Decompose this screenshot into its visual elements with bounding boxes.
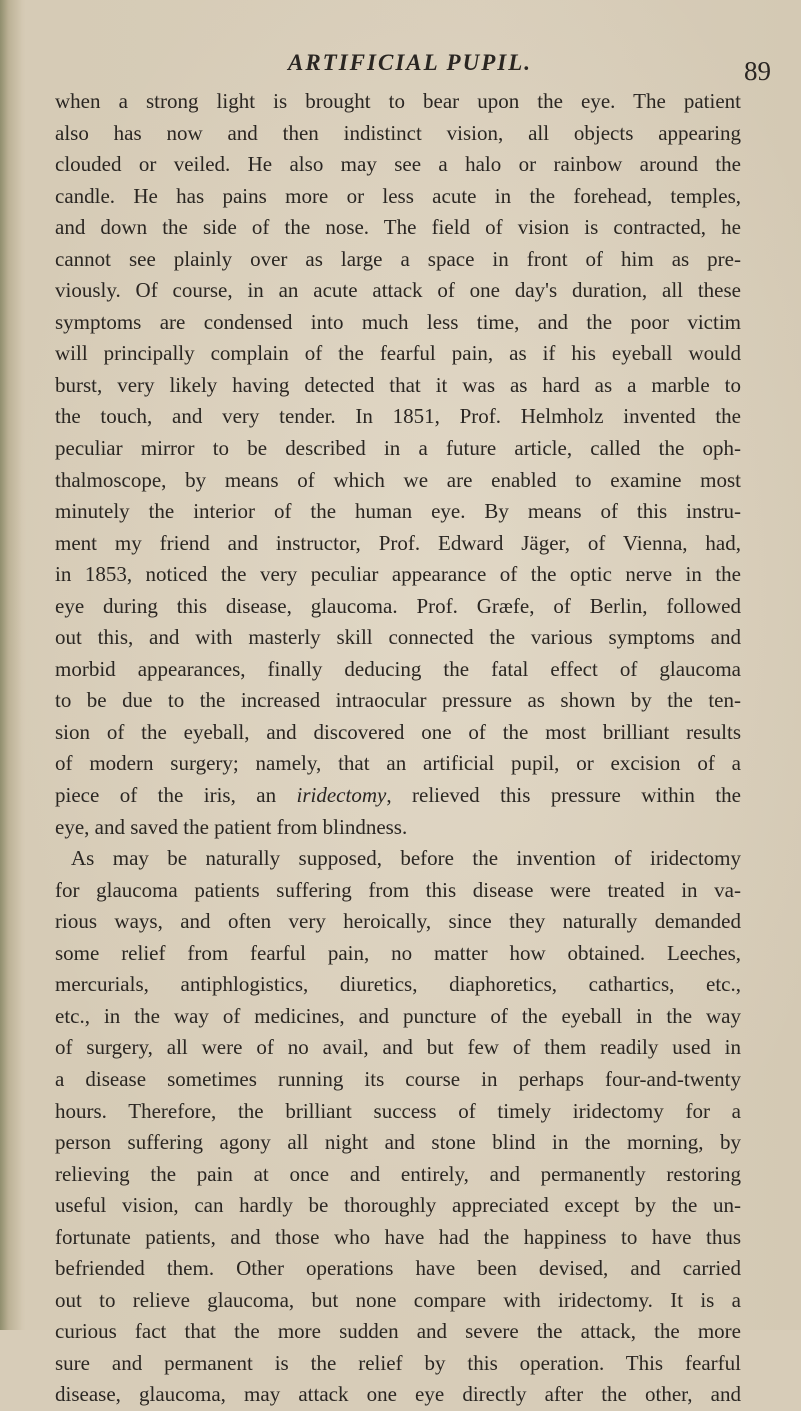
text-line: symptoms are condensed into much less time, and the poor victim — [55, 309, 741, 334]
text-line: when a strong light is brought to bear upon the eye. The patient — [55, 89, 741, 113]
text-line: etc., in the way of medicines, and puncture of the eyeball in the way — [55, 1003, 741, 1028]
text-line: peculiar mirror to be described in a future article, called the oph- — [55, 436, 741, 461]
italic-term-iridectomy: iridectomy — [296, 783, 387, 808]
text-line: disease, glaucoma, may attack one eye directly after the other, and — [55, 1382, 741, 1407]
text-line: fortunate patients, and those who have had the happiness to have thus — [55, 1224, 741, 1249]
text-line: minutely the interior of the human eye. By means of this instru- — [55, 499, 741, 524]
text-line: sure and permanent is the relief by this operation. This fearful — [55, 1350, 741, 1375]
text-line-with-italic — [55, 780, 741, 812]
text-line: hours. Therefore, the brilliant success of timely iridectomy for a — [55, 1098, 741, 1123]
text-line: will principally complain of the fearful pain, as if his eyeball would — [55, 341, 741, 366]
running-title: ARTIFICIAL PUPIL. — [288, 50, 533, 75]
text-line: morbid appearances, finally deducing the fatal effect of glaucoma — [55, 656, 741, 681]
text-segment: , relieved this pressure within the — [386, 783, 741, 808]
text-line: cannot see plainly over as large a space in front of him as pre- — [55, 246, 741, 271]
text-line: befriended them. Other operations have been devised, and carried — [55, 1256, 741, 1281]
text-line: eye during this disease, glaucoma. Prof. Græfe, of Berlin, followed — [55, 593, 741, 618]
text-line: clouded or veiled. He also may see a halo or rainbow around the — [55, 152, 741, 177]
text-line: mercurials, antiphlogistics, diuretics, diaphoretics, cathartics, etc., — [55, 972, 741, 997]
paragraph-end-line: eye, and saved the patient from blindness. — [55, 814, 408, 839]
text-line: some relief from fearful pain, no matter how obtained. Leeches, — [55, 940, 741, 965]
text-line: a disease sometimes running its course in perhaps four-and-twenty — [55, 1066, 741, 1091]
text-line: sion of the eyeball, and discovered one of the most brilliant results — [55, 719, 741, 744]
text-line: of surgery, all were of no avail, and but few of them readily used in — [55, 1035, 741, 1060]
text-line: to be due to the increased intraocular pressure as shown by the ten- — [55, 688, 741, 713]
text-line: and down the side of the nose. The field of vision is contracted, he — [55, 215, 741, 240]
text-line: relieving the pain at once and entirely, and permanently restoring — [55, 1161, 741, 1186]
running-header — [0, 50, 801, 90]
text-line: curious fact that the more sudden and severe the attack, the more — [55, 1319, 741, 1344]
text-line: ment my friend and instructor, Prof. Edward Jäger, of Vienna, had, — [55, 530, 741, 555]
paragraph-start-line: As may be naturally supposed, before the invention of iridectomy — [71, 846, 741, 871]
body-text — [55, 86, 741, 1411]
text-line: of modern surgery; namely, that an artificial pupil, or excision of a — [55, 751, 741, 776]
text-line: viously. Of course, in an acute attack of one day's duration, all these — [55, 278, 741, 303]
text-line: for glaucoma patients suffering from this disease were treated in va- — [55, 877, 741, 902]
text-line: rious ways, and often very heroically, since they naturally demanded — [55, 909, 741, 934]
text-line: in 1853, noticed the very peculiar appearance of the optic nerve in the — [55, 562, 741, 587]
text-segment: piece of the iris, an — [55, 783, 297, 808]
text-line: useful vision, can hardly be thoroughly appreciated except by the un- — [55, 1193, 741, 1218]
text-line: also has now and then indistinct vision, all objects appearing — [55, 120, 741, 145]
text-line: thalmoscope, by means of which we are enabled to examine most — [55, 467, 741, 492]
text-line: the touch, and very tender. In 1851, Prof. Helmholz invented the — [55, 404, 741, 429]
text-line: person suffering agony all night and stone blind in the morning, by — [55, 1130, 741, 1155]
text-line: burst, very likely having detected that it was as hard as a marble to — [55, 372, 741, 397]
text-line: candle. He has pains more or less acute in the forehead, temples, — [55, 183, 741, 208]
text-line: out to relieve glaucoma, but none compare with iridectomy. It is a — [55, 1287, 741, 1312]
binding-gutter-shadow — [0, 0, 22, 1330]
text-line: out this, and with masterly skill connected the various symptoms and — [55, 625, 741, 650]
page-number: 89 — [744, 56, 771, 86]
